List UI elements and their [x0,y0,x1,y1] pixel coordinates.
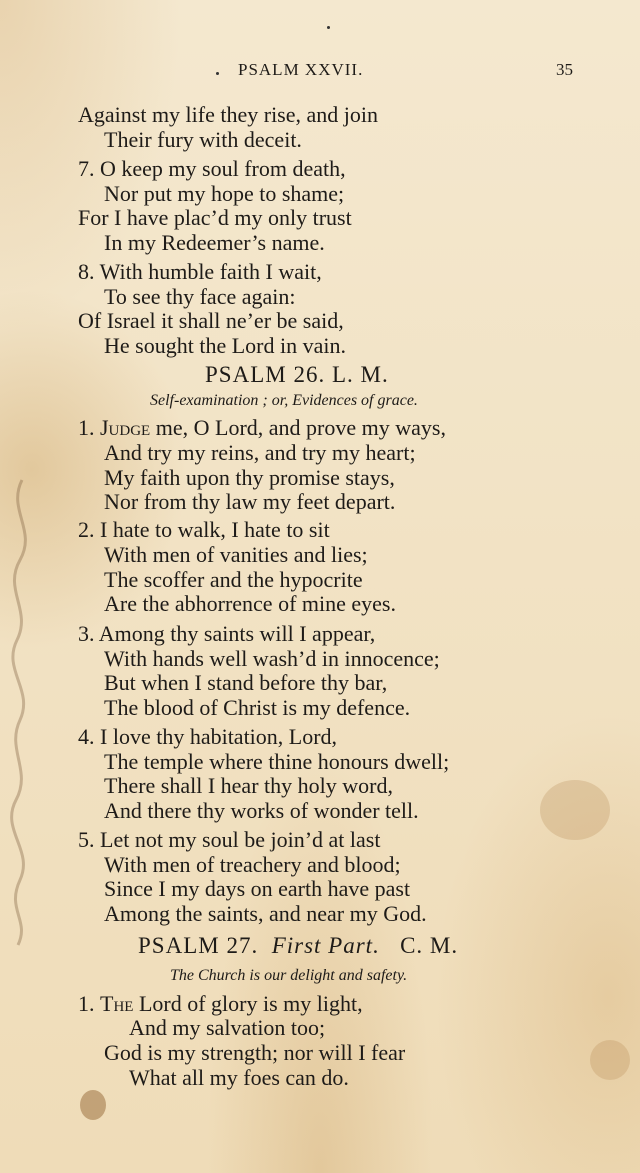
verse-line: 5. Let not my soul be join’d at last [78,827,381,852]
verse-line: The blood of Christ is my defence. [104,695,411,720]
verse-line: In my Redeemer’s name. [104,230,325,255]
verse-line: My faith upon thy promise stays, [104,465,395,490]
verse-line: The temple where thine honours dwell; [104,749,450,774]
verse-line: For I have plac’d my only trust [78,205,352,230]
verse-line [78,992,363,1016]
verse-line: And there thy works of wonder tell. [104,798,419,823]
stain [80,1090,106,1120]
verse-line: Of Israel it shall ne’er be said, [78,308,344,333]
verse-line: With men of treachery and blood; [104,852,401,877]
print-dot [216,72,219,75]
verse-line: 4. I love thy habitation, Lord, [78,724,338,749]
running-header-title: PSALM XXVII. [238,60,364,79]
verse-line: But when I stand before thy bar, [104,670,388,695]
verse-number: 1. [78,415,95,440]
verse-line: With men of vanities and lies; [104,542,368,567]
verse-line: Are the abhorrence of mine eyes. [104,591,396,616]
page-number: 35 [556,60,573,79]
verse-line: Nor put my hope to shame; [104,181,345,206]
psalm-subtitle: The Church is our delight and safety. [170,967,408,984]
verse-line: God is my strength; nor will I fear [104,1040,406,1065]
verse-first-word: Judge [100,415,151,440]
margin-handwriting-icon [2,470,42,950]
verse-line: What all my foes can do. [129,1065,349,1090]
verse-line: Since I my days on earth have past [104,876,411,901]
verse-line: 7. O keep my soul from death, [78,156,346,181]
psalm-heading [138,933,458,959]
stain [590,1040,630,1080]
psalm-subtitle: Self-examination ; or, Evidences of grace. [150,392,418,409]
verse-first-word: The [100,991,134,1016]
verse-line: Against my life they rise, and join [78,102,378,127]
verse-line: Their fury with deceit. [104,127,302,152]
verse-line: 3. Among thy saints will I appear, [78,621,376,646]
verse-line: Among the saints, and near my God. [104,901,427,926]
verse-line: The scoffer and the hypocrite [104,567,363,592]
psalm-heading-number: PSALM 27. [138,933,259,958]
verse-line: And my salvation too; [129,1015,326,1040]
psalm-heading-meter: C. M. [400,933,459,958]
verse-line: To see thy face again: [104,284,296,309]
verse-text: Lord of glory is my light, [133,991,363,1016]
verse-line: 8. With humble faith I wait, [78,259,322,284]
verse-line: Nor from thy law my feet depart. [104,489,396,514]
verse-line: There shall I hear thy holy word, [104,773,393,798]
verse-line: And try my reins, and try my heart; [104,440,416,465]
psalm-heading-part: First Part. [271,933,380,958]
psalm-heading: PSALM 26. L. M. [205,362,389,387]
verse-line: With hands well wash’d in innocence; [104,646,440,671]
stain [540,780,610,840]
verse-number: 1. [78,991,95,1016]
verse-line: 2. I hate to walk, I hate to sit [78,517,330,542]
verse-line: He sought the Lord in vain. [104,333,346,358]
verse-line [78,416,446,440]
print-dot [327,26,330,29]
verse-text: me, O Lord, and prove my ways, [150,415,446,440]
